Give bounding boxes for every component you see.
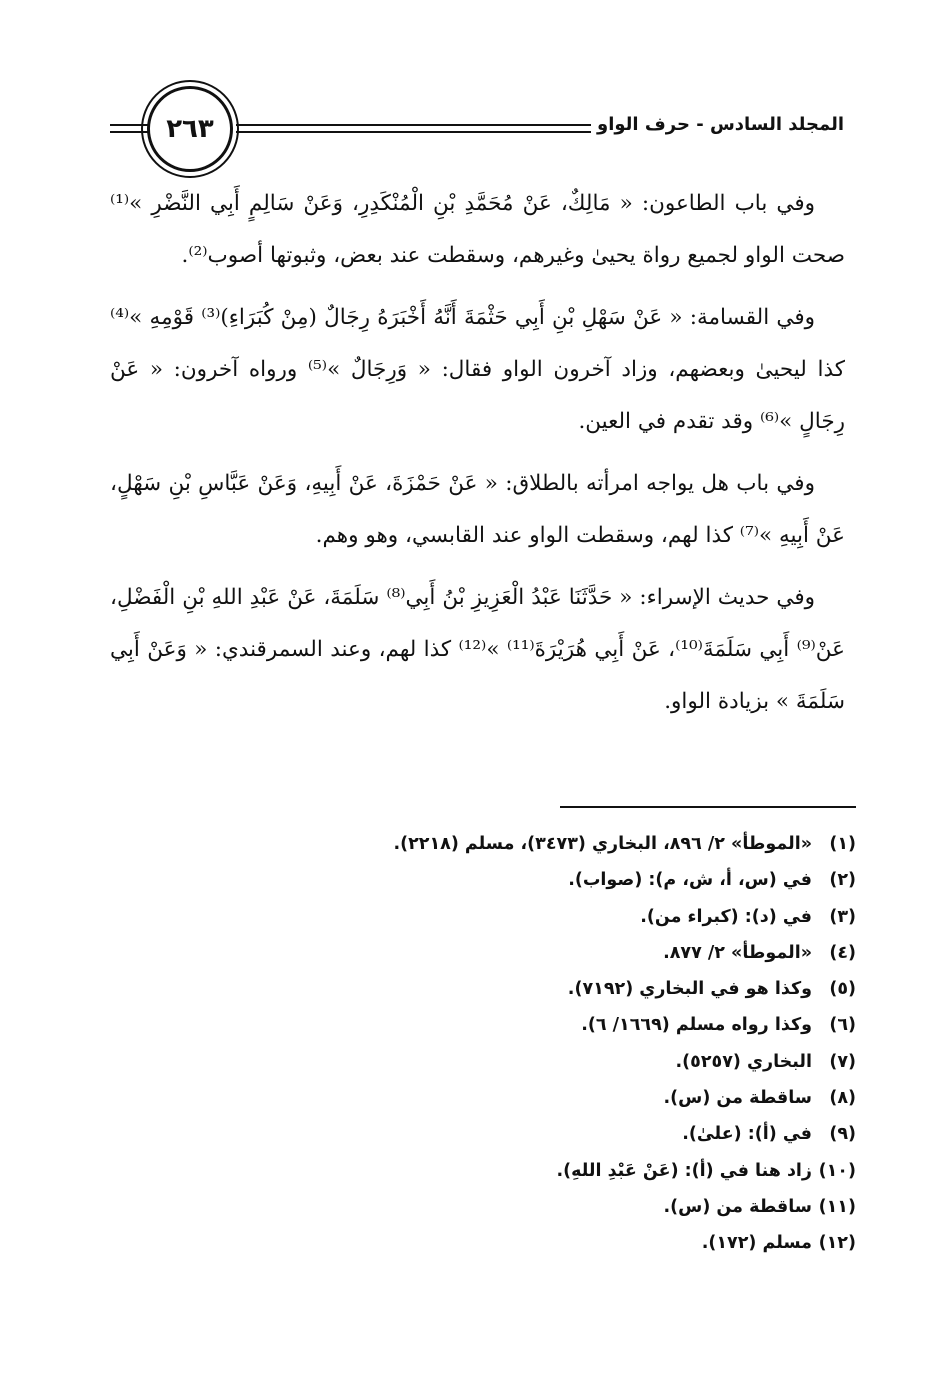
p4-line3: السمرقندي: « وَعَنْ أَبِي سَلَمَةَ » بزيادة الواو. [110,637,845,714]
footnote-item [296,935,856,971]
footnote-text: مسلم (١٧٢). [701,1233,812,1254]
paragraph-4 [110,572,845,728]
footnote-number: (٧) [829,1051,856,1072]
footnote-text: وكذا هو في البخاري (٧١٩٢). [567,979,812,1000]
footnote-number: (٣) [829,906,856,927]
footnote-item [296,1225,856,1261]
footnote-number: (١٢) [818,1233,856,1254]
paragraph-3 [110,458,845,562]
footnote-item [296,826,856,862]
footnote-number: (٨) [829,1088,856,1109]
running-title: المجلد السادس - حرف الواو [591,114,850,135]
footnote-text: في (س، أ، ش، م): (صواب). [568,870,812,891]
footnote-item [296,862,856,898]
footnote-text: في (د): (كبراء من). [640,906,812,927]
footnote-text: «الموطأ» ٢/ ٨٩٦، البخاري (٣٤٧٣)، مسلم (٢٢١٨). [393,834,812,854]
paragraph-2 [110,292,845,448]
p2-line3: ورواه آخرون: « عَنْ رِجَالٍ »⁽⁶⁾ وقد تقدم في العين. [110,357,845,434]
footnote-number: (٤) [829,942,856,963]
footnote-text: ساقطة من (س). [663,1196,812,1217]
footnote-item [296,899,856,935]
footnote-number: (١) [829,834,856,854]
page-header [110,86,850,176]
footnote-item [296,1116,856,1152]
p4-line2: بْنِ الْفَضْلِ، عَنْ⁽⁹⁾ أَبِي سَلَمَةَ⁽¹⁰⁾، عَنْ أَبِي هُرَيْرَةَ⁽¹¹⁾ »⁽¹²⁾ كذا لهم، وعند [110,585,846,662]
footnote-text: ساقطة من (س). [663,1088,812,1109]
footnote-item [296,1189,856,1225]
p1-line2: النَّضْرِ »⁽¹⁾ صحت الواو لجميع رواة يحيىٰ وغيرهم، وسقطت عند بعض، [110,191,845,268]
footnote-text: زاد هنا في (أ): (عَنْ عَبْدِ اللهِ). [556,1160,812,1181]
main-text [110,178,845,738]
footnote-text: وكذا رواه مسلم (١٦٦٩/ ٦). [581,1015,812,1036]
p1-line1: وفي باب الطاعون: « مَالِكٌ، عَنْ مُحَمَّدِ بْنِ الْمُنْكَدِرِ، وَعَنْ سَالِمٍ أَبِي [209,191,815,216]
footnotes-list [296,826,856,1262]
p3-line2: بْنِ سَهْلٍ، عَنْ أَبِيهِ »⁽⁷⁾ كذا لهم، وسقطت الواو عند القابسي، وهو وهم. [110,471,845,548]
footnote-item [296,1080,856,1116]
page-number-badge [147,86,233,172]
footnote-text: في (أ): (علىٰ). [682,1124,812,1145]
footnote-number: (٥) [829,979,856,1000]
footnote-number: (١٠) [818,1160,856,1181]
footnote-number: (٢) [829,870,856,891]
footnote-item [296,1044,856,1080]
footnote-item [296,1153,856,1189]
footnote-item [296,971,856,1007]
footnote-text: «الموطأ» ٢/ ٨٧٧. [663,942,812,963]
p2-line1: وفي القسامة: « عَنْ سَهْلِ بْنِ أَبِي حَثْمَةَ أَنَّهُ أَخْبَرَهُ رِجَالٌ (مِنْ كُبَرَاءِ)⁽³⁾ [201,305,815,330]
footnote-number: (٩) [829,1124,856,1145]
p4-line1: وفي حديث الإسراء: « حَدَّثَنَا عَبْدُ الْعَزِيزِ بْنُ أَبِي⁽⁸⁾ سَلَمَةَ، عَنْ عَبْدِ اللهِ [211,585,815,610]
paragraph-1 [110,178,845,282]
footnote-text: البخاري (٥٢٥٧). [675,1051,812,1072]
footnote-separator [560,806,856,808]
footnote-item [296,1007,856,1043]
p1-line3: وثبوتها أصوب⁽²⁾. [181,243,327,268]
p3-line1: وفي باب هل يواجه امرأته بالطلاق: « عَنْ حَمْزَةَ، عَنْ أَبِيهِ، وَعَنْ عَبَّاسِ [198,471,815,496]
page-number: ٢٦٣ [166,114,214,144]
footnote-number: (١١) [818,1196,856,1217]
footnote-number: (٦) [829,1015,856,1036]
p2-line2: قَوْمِهِ »⁽⁴⁾ كذا ليحيىٰ وبعضهم، وزاد آخرون الواو فقال: « وَرِجَالٌ »⁽⁵⁾ [110,305,845,382]
